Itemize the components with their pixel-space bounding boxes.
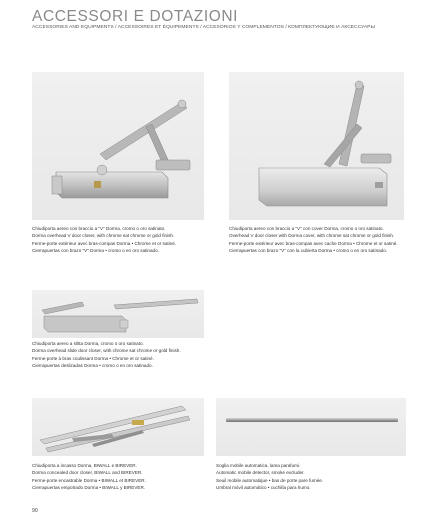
product-photo-slide-closer	[32, 290, 204, 338]
product-caption-v-arm-closer-cover: Chiudiporta aereo con braccio a "V" con cover Dorma, cromo o oro satinato. Overhead V door closer with Dorma cover, with chrome sat chrome or gold finish. Ferme-porte extérieur avec bras-compas avec cache Dorma • Chrome et or satiné. Cierrapuertas con brazo "V" con la cubierta Dorma • cromo o en oro satinado.	[229, 226, 398, 254]
product-caption-concealed-closer: Chiudiporta a incasso Dorma, BIWALL e BIREVER. Dorma concealed door closer, BIWALL and BIREVER. Ferme-porte encastrable Dorma • BIWALL et BIREVER. Cierrapuertas empotrado Dorma • BIWALL y BIREVER.	[32, 463, 146, 491]
product-photo-automatic-threshold	[216, 398, 406, 456]
v-arm-closer-illustration	[32, 72, 204, 220]
product-caption-automatic-threshold: Soglia mobile automatica, lama parafumi. Automatic mobile detector, smoke excluder. Seuil mobile automatique • bas de porte pare fumée. Umbral móvil automático • cuchilla para humo.	[216, 463, 324, 491]
product-photo-v-arm-closer-cover	[229, 72, 404, 220]
automatic-threshold-illustration	[216, 398, 406, 456]
page-number: 90	[32, 508, 38, 514]
product-photo-v-arm-closer	[32, 72, 204, 220]
product-caption-v-arm-closer: Chiudiporta aereo con braccio a "V" Dorma, cromo o oro satinato. Dorma overhead V door closer, with chrome sat chrome or gold finish. Ferme-porte extérieur avec bras-compas Dorma • Chrome et or satiné. Cierrapuertas con brazo "V" Dorma • cromo o en oro satinado.	[32, 226, 177, 254]
concealed-closer-illustration	[32, 398, 204, 456]
product-photo-concealed-closer	[32, 398, 204, 456]
product-caption-slide-closer: Chiudiporta aereo a slitta Dorma, cromo o oro satinato. Dorma overhead slide door closer, with chrome sat chrome or gold finish. Ferme-porte à bras coulissant Dorma • Chrome et or satiné. Cierrapuertas deslizadas Dorma • cromo o en oro satinado.	[32, 341, 181, 369]
page-title: ACCESSORI E DOTAZIONI	[32, 8, 239, 25]
v-arm-closer-cover-illustration	[229, 72, 404, 220]
slide-closer-illustration	[32, 290, 204, 338]
page-subtitle: ACCESSORIES AND EQUIPMENTS / ACCESSOIRES ET ÉQUIPEMENTS / ACCESORIOS Y COMPLEMENTOS / КОМПЛЕКТУЮЩИЕ И АКСЕССУАРЫ	[32, 25, 375, 30]
